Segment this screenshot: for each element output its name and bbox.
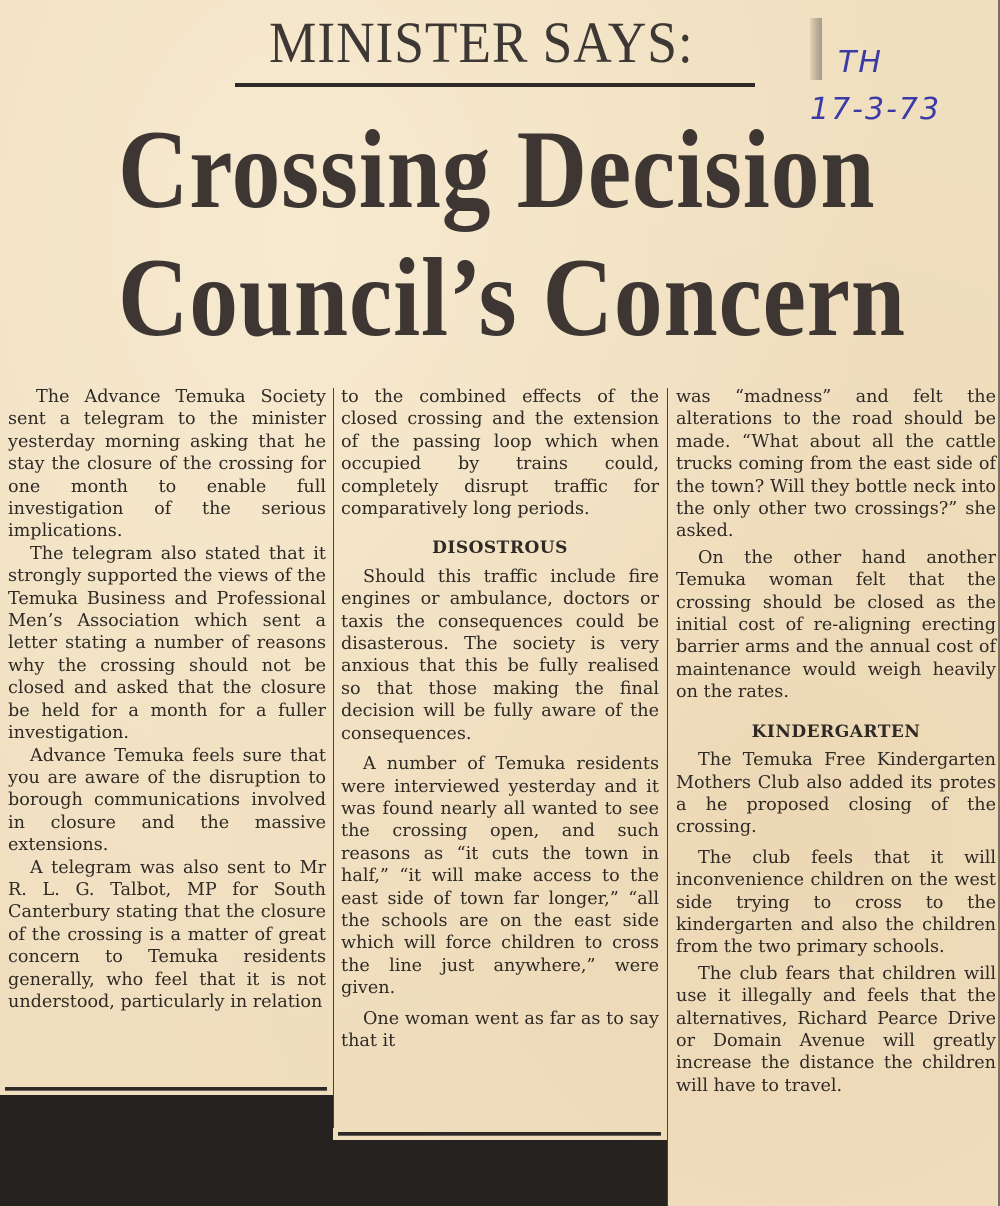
- paragraph: Should this traffic include fire engines or ambulance, doctors or taxis the consequences could be disasterous. The society is very anxious that this be fully realised so that those making the final decision will be fully aware of the consequences.: [341, 566, 659, 744]
- paragraph: One woman went as far as to say that it: [341, 1008, 659, 1051]
- column-end-rule-2: [338, 1132, 661, 1136]
- handwritten-date: 17-3-73: [810, 92, 942, 127]
- handwritten-initials: TH: [838, 45, 883, 80]
- article-column-3: [676, 386, 996, 1097]
- subheading-disostrous: DISOSTROUS: [432, 538, 568, 559]
- column-divider-2: [667, 388, 668, 1206]
- scan-edge-mark: [810, 18, 822, 80]
- column-end-rule-1: [5, 1087, 327, 1091]
- paragraph: The Temuka Free Kindergarten Mothers Club also added its protes a he proposed closing of the crossing.: [676, 750, 996, 838]
- headline-line-2: Council’s Concern: [118, 236, 906, 360]
- scan-background-area: [333, 1140, 667, 1206]
- article-column-1: [8, 386, 326, 1013]
- paragraph: to the combined effects of the closed crossing and the extension of the passing loop which when occupied by trains could, completely disrupt traffic for comparatively long periods.: [341, 387, 659, 520]
- kicker-underline: [235, 83, 755, 87]
- subheading-kindergarten: KINDERGARTEN: [751, 721, 921, 742]
- paragraph: The club fears that children will use it illegally and feels that the alternatives, Richard Pearce Drive or Domain Avenue will greatly increase the distance the children will have to travel.: [676, 963, 996, 1096]
- paragraph: Advance Temuka feels sure that you are aware of the disruption to borough communications involved in closure and the massive extensions.: [8, 745, 326, 856]
- paragraph: A number of Temuka residents were interviewed yesterday and it was found nearly all wanted to see the crossing open, and such reasons as “it cuts the town in half,” “it will make access to the east side of town far longer,” “all the schools are on the east side which will force children to cross the line just anywhere,” were given.: [341, 754, 659, 999]
- paragraph: was “madness” and felt the alterations to the road should be made. “What about all the cattle trucks coming from the east side of the town? Will they bottle neck into the only other two crossings?” she asked.: [676, 387, 996, 542]
- paragraph: A telegram was also sent to Mr R. L. G. Talbot, MP for South Canterbury stating that the closure of the crossing is a matter of great concern to Temuka residents generally, who feel that it is not understood, particularly in relation: [8, 857, 326, 1012]
- scan-background-area: [0, 1095, 333, 1206]
- paragraph: The club feels that it will inconvenience children on the west side trying to cross to the kindergarten and also the children from the two primary schools.: [676, 847, 996, 958]
- paragraph: The telegram also stated that it strongly supported the views of the Temuka Business and Professional Men’s Association which sent a letter stating a number of reasons why the crossing should not be closed and asked that the closure be held for a month for a fuller investigation.: [8, 543, 326, 744]
- paragraph: The Advance Temuka Society sent a telegram to the minister yesterday morning asking that he stay the closure of the crossing for one month to enable full investigation of the serious implications.: [8, 387, 326, 542]
- kicker-heading: MINISTER SAYS:: [269, 10, 694, 75]
- paragraph: On the other hand another Temuka woman felt that the crossing should be closed as the initial cost of re-aligning erecting barrier arms and the annual cost of maintenance would weigh heavily on the rates.: [676, 547, 996, 703]
- article-column-2: [341, 386, 659, 1052]
- headline-line-1: Crossing Decision: [118, 108, 876, 232]
- column-divider-1: [333, 388, 334, 1128]
